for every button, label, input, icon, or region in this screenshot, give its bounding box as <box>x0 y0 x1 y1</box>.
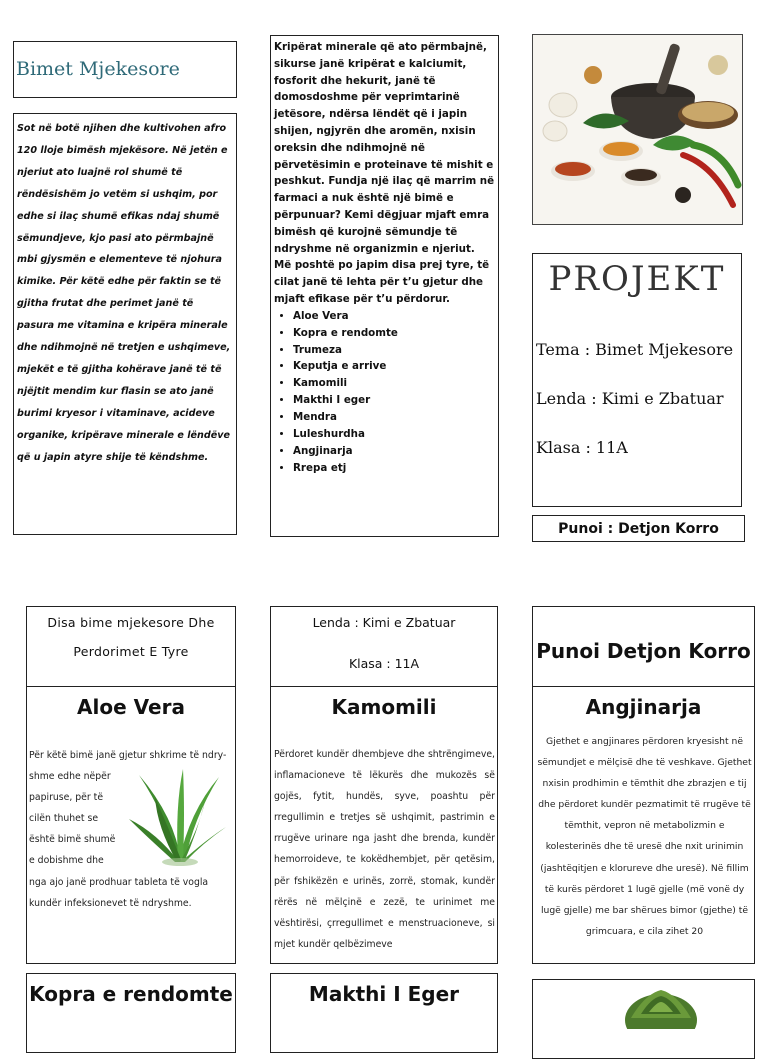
title-box <box>13 41 237 98</box>
card-header <box>271 607 497 687</box>
list-item: • Kopra e rendomte <box>293 325 495 342</box>
plant-description: Gjethet e angjinares përdoren kryesisht në sëmundjet e mëlçisë dhe të veshkave. Gjethet nxisin prodhimin e tëmthit dhe zbrazjen e tij dhe përdoret kundër pezmatimit të rrugëve të tëmthit, vepron në metabolizmin e kolesterinës dhe të uresë dhe nxit urinimin (jashtëqitjen e klorureve dhe uresë). Në fillim të kurës përdoret 1 lugë gjelle (më vonë dy lugë gjelle) me bar shërues bimor (gjethe) të grimcuara, e cila zihet 20 <box>537 736 752 937</box>
project-info-box <box>532 253 742 507</box>
author-box: Punoi : Detjon Korro <box>532 515 745 542</box>
card-kopra <box>26 973 236 1053</box>
card-makthi <box>270 973 498 1053</box>
text-line: është bimë shumë <box>29 834 116 846</box>
middle-paragraph: Kripërat minerale që ato përmbajnë, sikurse janë kripërat e kalciumit, fosforit dhe hekurit, janë të domosdoshme për veprimtarinë jetësore, ndërsa lëndët që i japin shijen, ngjyrën dhe aromën, nxisin oreksin dhe ndihmojnë në përvetësimin e proteinave të mishit e peshkut. Fundja një ilaç që marrim në farmaci a nuk është një bimë e përpunuar? Kemi dëgjuar mjaft emra bimësh që kurojnë sëmundje të ndryshme në organizmin e njeriut. Më poshtë po japim disa prej tyre, të cilat janë të lehta për t’u gjetur dhe mjaft efikase për t’u përdorur. <box>274 41 495 305</box>
list-item: • Keputja e arrive <box>293 358 495 375</box>
list-item: • Mendra <box>293 409 495 426</box>
list-item: • Kamomili <box>293 375 495 392</box>
plant-title: Aloe Vera <box>77 695 185 719</box>
card-header <box>27 607 235 687</box>
page-title: Bimet Mjekesore <box>16 58 180 80</box>
card-kamomili <box>270 606 498 964</box>
text-line: cilën thuhet se <box>29 813 99 825</box>
plant-description: Përdoret kundër dhembjeve dhe shtrëngimeve, inflamacioneve të lëkurës dhe mukozës së gojës, fytit, hundës, syve, poashtu për rregullimin e tretjes së ushqimit, pastrimin e rrugëve urinare nga jasht dhe brenda, kundër hemorroideve, te kokëdhembjet, për qetësim, për fshikëzën e urinës, zorrë, stomak, kundër rërës në mëlçinë e zezë, te urinimet me vështirësi, çrregullimet e menstruacioneve, si mjet kundër qelbëzimeve <box>274 749 495 950</box>
aloe-plant-icon <box>127 767 227 867</box>
text-line: e dobishme dhe <box>29 855 104 867</box>
card-angjinarja <box>532 606 755 964</box>
plant-title: Kopra e rendomte <box>29 982 233 1006</box>
list-item: • Makthi I eger <box>293 392 495 409</box>
card-header-line: Perdorimet E Tyre <box>73 644 189 659</box>
card-aloe-vera <box>26 606 236 964</box>
text-line: nga ajo janë prodhuar tableta të vogla <box>29 876 209 888</box>
project-lenda: Lenda : Kimi e Zbatuar <box>536 389 724 408</box>
text-line: Për këtë bimë janë gjetur shkrime të ndry- <box>29 750 227 761</box>
intro-text: Sot në botë njihen dhe kultivohen afro 120 lloje bimësh mjekësore. Në jetën e njeriut ato luajnë rol shumë të rëndësishëm jo vetëm si ushqim, por edhe si ilaç shumë efikas ndaj shumë sëmundjeve, kjo pasi ato përmbajnë mbi gjysmën e elementeve të njohura kimike. Për këtë edhe për faktin se të gjitha frutat dhe perimet janë të pasura me vitamina e kripëra minerale dhe ndihmojnë në tretjen e ushqimeve, mjekët e të gjitha kohërave janë të të njëjtit mendim kur flasin se ato janë burimi kryesor i vitaminave, acideve organike, kripërave minerale e lëndëve që u japin atyre shije të këndshme. <box>17 123 231 463</box>
artichoke-icon <box>621 984 701 1029</box>
card-header <box>533 607 754 687</box>
card-header-line: Disa bime mjekesore Dhe <box>47 615 215 630</box>
text-line: kundër infeksionevet të ndryshme. <box>29 897 192 909</box>
card-header-line: Punoi Detjon Korro <box>536 639 751 663</box>
list-item: • Luleshurdha <box>293 426 495 443</box>
plant-title: Makthi I Eger <box>308 982 460 1006</box>
list-item: • Rrepa etj <box>293 460 495 477</box>
project-heading: PROJEKT <box>548 259 726 299</box>
intro-box <box>13 113 237 535</box>
middle-text-box <box>270 35 499 537</box>
spices-photo <box>532 34 743 225</box>
plant-list <box>274 308 495 477</box>
list-item: • Aloe Vera <box>293 308 495 325</box>
card-header-line: Klasa : 11A <box>348 656 420 671</box>
card-header-line: Lenda : Kimi e Zbatuar <box>312 615 456 630</box>
spices-illustration <box>533 35 742 224</box>
project-klasa: Klasa : 11A <box>536 438 628 457</box>
project-tema: Tema : Bimet Mjekesore <box>536 340 734 359</box>
plant-title: Kamomili <box>331 695 437 719</box>
card-artichoke-image <box>532 979 755 1059</box>
list-item: • Trumeza <box>293 342 495 359</box>
text-line: shme edhe nëpër <box>29 771 111 783</box>
list-item: • Angjinarja <box>293 443 495 460</box>
text-line: papiruse, për të <box>29 792 104 804</box>
plant-title: Angjinarja <box>585 695 702 719</box>
